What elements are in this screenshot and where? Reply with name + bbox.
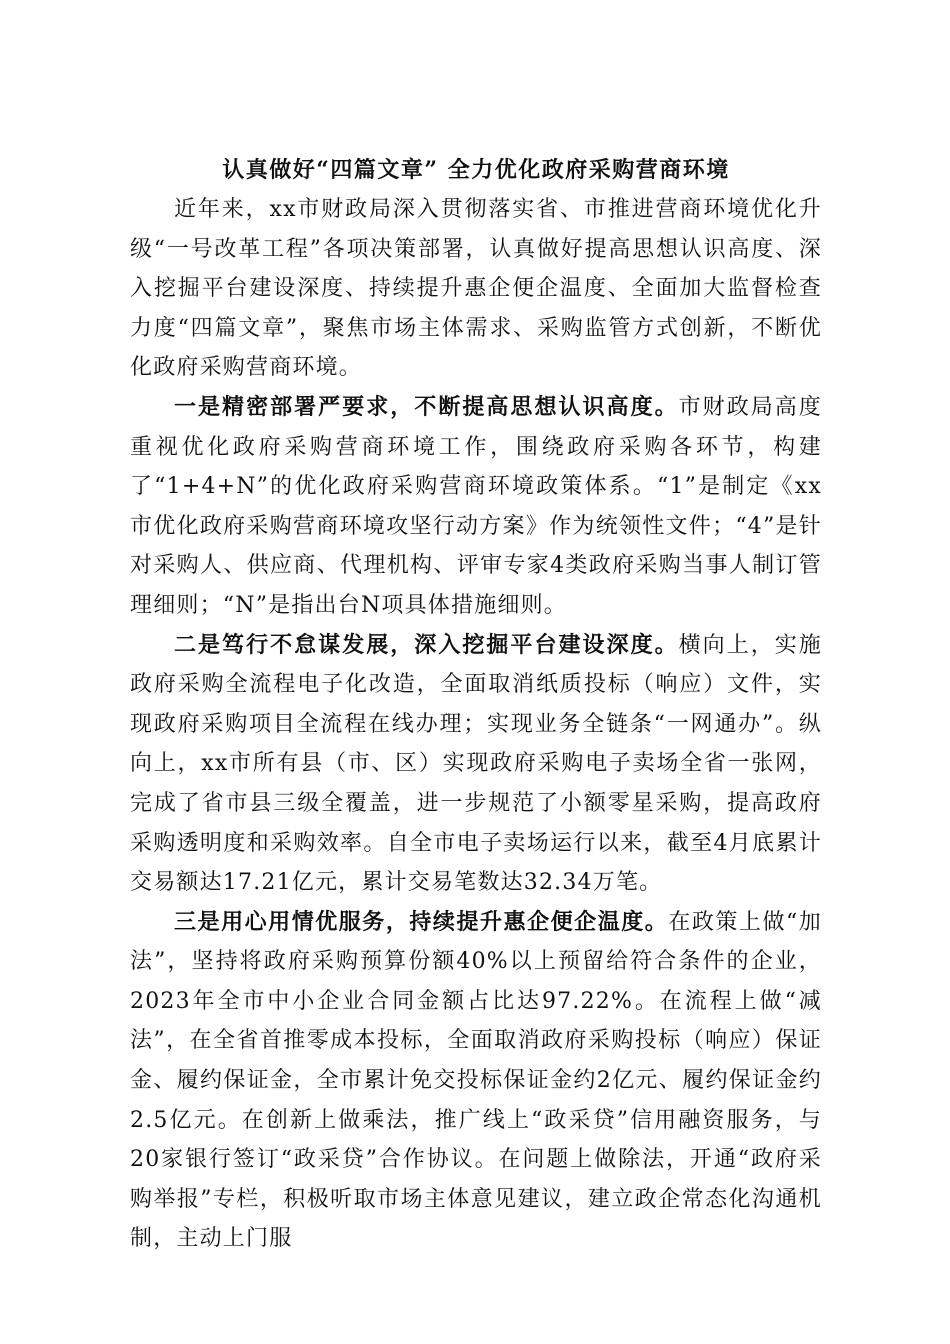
document-title: 认真做好“四篇文章” 全力优化政府采购营商环境: [222, 157, 730, 183]
section-1-lead: 一是精密部署严要求，不断提高思想认识高度。: [174, 393, 679, 420]
section-1-paragraph: [130, 388, 822, 626]
document-body: [130, 150, 822, 1259]
section-3-lead: 三是用心用情优服务，持续提升惠企便企温度。: [174, 908, 669, 935]
section-3-paragraph: [130, 903, 822, 1259]
intro-paragraph: 近年来，xx市财政局深入贯彻落实省、市推进营商环境优化升级“一号改革工程”各项决策部署，认真做好提高思想认识高度、深入挖掘平台建设深度、持续提升惠企便企温度、全面加大监督检查力度“四篇文章”，聚焦市场主体需求、采购监管方式创新，不断优化政府采购营商环境。: [130, 197, 822, 381]
section-1-body: 市财政局高度重视优化政府采购营商环境工作，围绕政府采购各环节，构建了“1+4+N”的优化政府采购营商环境政策体系。“1”是制定《xx市优化政府采购营商环境攻坚行动方案》作为统领性文件；“4”是针对采购人、供应商、代理机构、评审专家4类政府采购当事人制订管理细则；“N”是指出台N项具体措施细则。: [130, 394, 823, 618]
section-2-lead: 二是笃行不怠谋发展，深入挖掘平台建设深度。: [174, 631, 679, 658]
section-2-body: 横向上，实施政府采购全流程电子化改造，全面取消纸质投标（响应）文件，实现政府采购项目全流程在线办理；实现业务全链条“一网通办”。纵向上，xx市所有县（市、区）实现政府采购电子卖场全省一张网，完成了省市县三级全覆盖，进一步规范了小额零星采购，提高政府采购透明度和采购效率。自全市电子卖场运行以来，截至4月底累计交易额达17.21亿元，累计交易笔数达32.34万笔。: [130, 632, 823, 896]
section-3-body: 在政策上做“加法”，坚持将政府采购预算份额40%以上预留给符合条件的企业，2023年全市中小企业合同金额占比达97.22%。在流程上做“减法”，在全省首推零成本投标，全面取消政府采购投标（响应）保证金、履约保证金，全市累计免交投标保证金约2亿元、履约保证金约2.5亿元。在创新上做乘法，推广线上“政采贷”信用融资服务，与20家银行签订“政采贷”合作协议。在问题上做除法，开通“政府采购举报”专栏，积极听取市场主体意见建议，建立政企常态化沟通机制，主动上门服: [130, 909, 822, 1252]
section-2-paragraph: [130, 626, 822, 903]
